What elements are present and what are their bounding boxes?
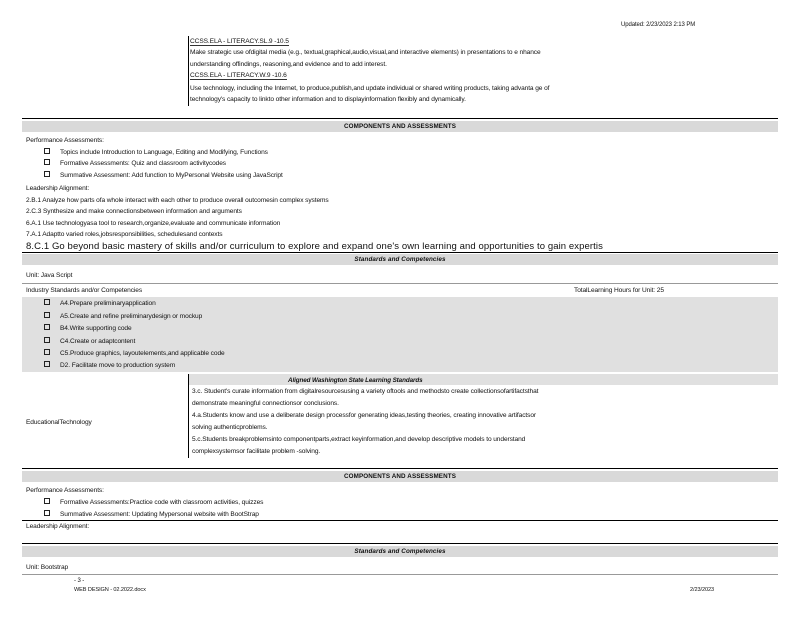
checkbox-icon	[44, 159, 50, 165]
checkbox-icon	[44, 337, 50, 343]
checkbox-icon	[44, 171, 50, 177]
checkbox-icon	[44, 324, 50, 330]
competency-item: B4.Write supporting code	[44, 325, 132, 332]
components-bar	[22, 471, 778, 482]
list-item: Formative Assessments: Quiz and classroom activitycodes	[44, 160, 226, 167]
list-item: Summative Assessment: Updating Mypersonal website with BootStrap	[44, 511, 259, 518]
industry-label: Industry Standards and/or Competencies	[26, 287, 143, 294]
unit-label: Unit: Java Script	[26, 272, 73, 279]
checkbox-icon	[44, 312, 50, 318]
competency-item: C4.Create or adaptcontent	[44, 338, 135, 345]
alignment-item: 2.C.3 Synthesize and make connectionsbetween information and arguments	[26, 208, 242, 215]
ed-tech-line: complexsystemsor facilitate problem -solving.	[192, 448, 321, 455]
performance-label: Performance Assessments:	[26, 137, 104, 144]
leadership-label: Leadership Alignment:	[26, 523, 90, 530]
ed-tech-line: demonstrate meaningful connectionsor conclusions.	[192, 400, 339, 407]
standards-bar	[22, 254, 778, 265]
alignment-item: 6.A.1 Use technologyasa tool to research,organize,evaluate and communicate information	[26, 220, 281, 227]
competency-item: C5.Produce graphics, layoutelements,and applicable code	[44, 350, 225, 357]
checkbox-icon	[44, 498, 50, 504]
ed-tech-line: 3.c. Student's curate information from digitalresourcesusing a variety oftools and methodsto create collectionsofartifactsthat	[192, 388, 539, 395]
ed-tech-line: 5.c.Students breakproblemsinto componentparts,extract keyinformation,and develop descriptive models to understand	[192, 436, 526, 443]
competency-item: A5.Create and refine preliminarydesign or mockup	[44, 313, 202, 320]
ed-tech-line: solving authenticproblems.	[192, 424, 268, 431]
page-number: - 3 -	[74, 578, 85, 584]
checkbox-icon	[44, 510, 50, 516]
checkbox-icon	[44, 361, 50, 367]
components-title: COMPONENTS AND ASSESSMENTS	[344, 473, 456, 480]
doc-name: WEB DESIGN - 02.2022.docx	[74, 587, 146, 593]
standard-text: Use technology, including the Internet, to produce,publish,and update individual or shared writing products, taking advanta ge of	[190, 85, 550, 92]
alignment-item: 8.C.1 Go beyond basic mastery of skills and/or curriculum to explore and expand one's own learning and opportunities to gain expertis	[26, 241, 603, 252]
ed-tech-label: EducationalTechnology	[26, 419, 92, 426]
aligned-standards-header: Aligned Washington State Learning Standards	[288, 377, 423, 384]
competencies-panel	[22, 297, 778, 372]
ed-tech-line: 4.a.Students know and use a deliberate design processfor generating ideas,testing theories, creating innovative artifactsor	[192, 412, 536, 419]
leadership-label: Leadership Alignment:	[26, 185, 90, 192]
competency-item: D2. Facilitate move to production system	[44, 362, 175, 369]
checkbox-icon	[44, 148, 50, 154]
standards-bar	[22, 546, 778, 557]
footer-date: 2/23/2023	[690, 587, 714, 593]
components-title: COMPONENTS AND ASSESSMENTS	[344, 123, 456, 130]
standard-text: understanding offindings, reasoning,and evidence and to add interest.	[190, 61, 387, 68]
list-item: Formative Assessments:Practice code with classroom activities, quizzes	[44, 499, 263, 506]
list-item: Summative Assessment: Add function to MyPersonal Website using JavaScript	[44, 172, 283, 179]
list-item: Topics include Introduction to Language, Editing and Modifying, Functions	[44, 149, 268, 156]
performance-label: Performance Assessments:	[26, 487, 104, 494]
unit-label: Unit: Bootstrap	[26, 564, 69, 571]
competency-item: A4.Prepare preliminaryapplication	[44, 300, 156, 307]
alignment-item: 7.A.1 Adaptto varied roles,jobsresponsibilities, schedulesand contexts	[26, 231, 223, 238]
standard-code: CCSS.ELA - LITERACY.W.9 -10.6	[190, 72, 287, 79]
checkbox-icon	[44, 349, 50, 355]
alignment-item: 2.B.1 Analyze how parts ofa whole interact with each other to produce overall outcomesin complex systems	[26, 197, 329, 204]
updated-stamp: Updated: 2/23/2023 2:13 PM	[621, 22, 696, 28]
standards-title: Standards and Competencies	[354, 256, 446, 263]
hours-label: TotalLearning Hours for Unit: 25	[574, 287, 664, 294]
components-bar	[22, 121, 778, 132]
standard-text: technology's capacity to linkto other information and to displayinformation flexibly and dynamically.	[190, 96, 466, 103]
standard-text: Make strategic use ofdigital media (e.g., textual,graphical,audio,visual,and interactive elements) in presentations to e nhance	[190, 49, 541, 56]
standards-title: Standards and Competencies	[354, 548, 446, 555]
checkbox-icon	[44, 299, 50, 305]
standard-code: CCSS.ELA - LITERACY.SL.9 -10.5	[190, 38, 289, 45]
